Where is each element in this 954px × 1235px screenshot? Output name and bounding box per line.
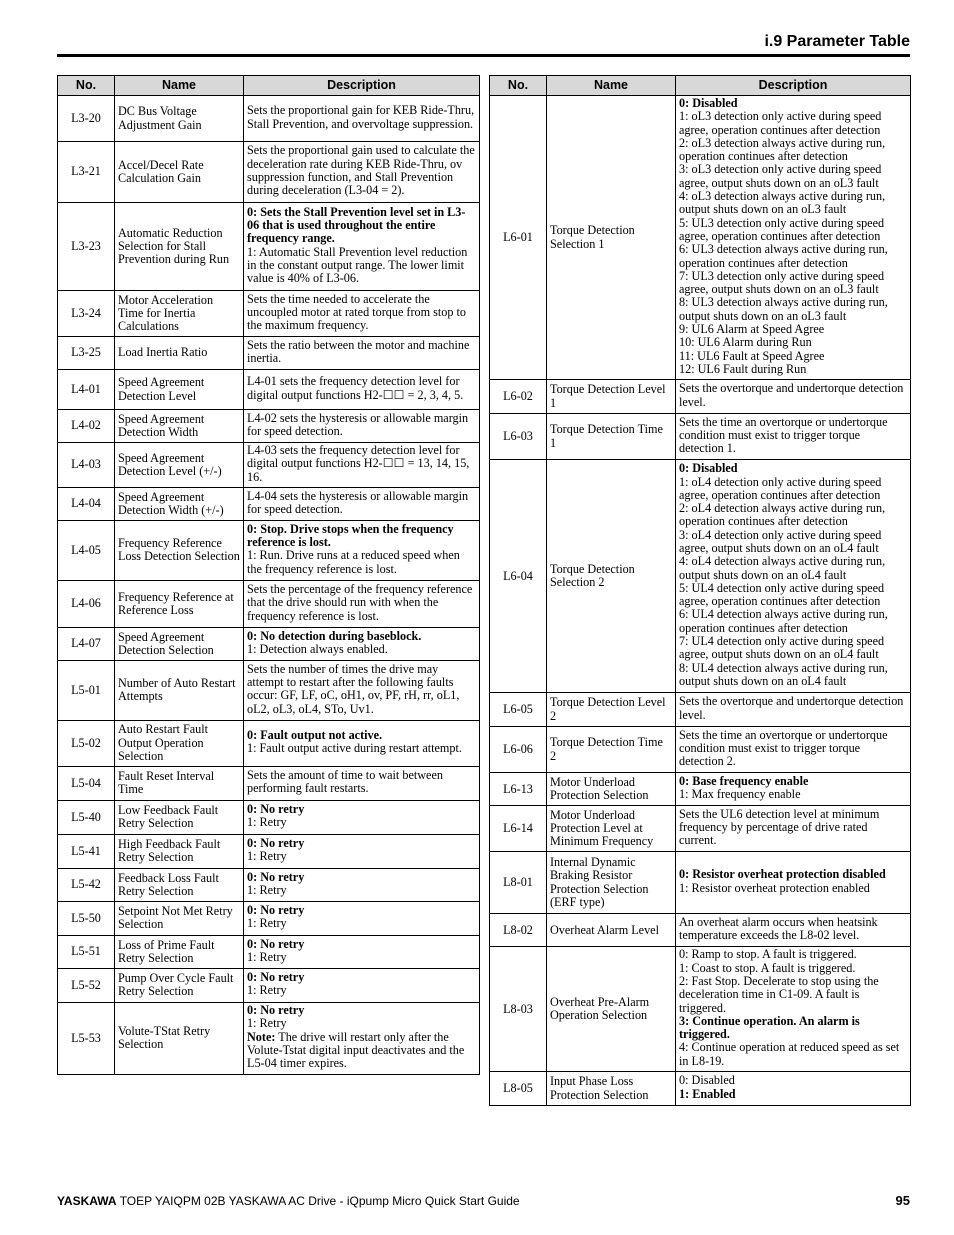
- parameter-name: Torque Detection Level 2: [547, 693, 676, 727]
- description-line: 0: Disabled: [679, 461, 738, 476]
- parameter-description: [676, 414, 911, 460]
- parameter-number: L6-01: [490, 96, 547, 380]
- description-line-group: [247, 246, 476, 286]
- parameter-name: Setpoint Not Met Retry Selection: [115, 901, 244, 935]
- parameter-number: L6-05: [490, 693, 547, 727]
- description-line-group: [247, 663, 476, 716]
- description-line-group: [679, 582, 907, 609]
- parameter-description: [244, 935, 480, 968]
- table-row: [490, 727, 911, 773]
- description-line-group: [679, 868, 907, 881]
- description-line-group: [247, 904, 476, 917]
- description-line: Sets the time needed to accelerate the uncoupled motor at rated torque from stop to the maximum frequency.: [247, 291, 466, 333]
- parameter-name: Accel/Decel Rate Calculation Gain: [115, 142, 244, 203]
- parameter-description: [676, 914, 911, 947]
- parameter-description: [244, 627, 480, 660]
- parameter-description: [676, 380, 911, 414]
- parameter-description: [244, 370, 480, 410]
- table-row: [490, 773, 911, 806]
- description-line: 1: Max frequency enable: [679, 787, 801, 802]
- parameter-number: L5-42: [58, 868, 115, 901]
- parameter-name: DC Bus Voltage Adjustment Gain: [115, 96, 244, 142]
- parameter-description: [244, 968, 480, 1002]
- description-line: Sets the time an overtorque or undertorque condition must exist to trigger torque detection 1.: [679, 414, 888, 456]
- description-line: 0: No retry: [247, 836, 305, 851]
- table-row: [58, 834, 480, 868]
- column-header-description: Description: [676, 76, 911, 96]
- description-line-group: [679, 190, 907, 217]
- parameter-description: [244, 520, 480, 580]
- description-line: 0: Fault output not active.: [247, 728, 383, 743]
- description-line-group: [679, 729, 907, 769]
- description-line: 3: oL3 detection only active during speed agree, output shuts down on an oL3 fault: [679, 162, 882, 190]
- parameter-description: [244, 337, 480, 370]
- parameter-description: [676, 947, 911, 1072]
- page-number: 95: [895, 1193, 910, 1208]
- parameter-description: [244, 291, 480, 337]
- description-line: 1: Retry: [247, 1016, 287, 1031]
- parameter-name: Torque Detection Time 2: [547, 727, 676, 773]
- description-line: 0: No retry: [247, 869, 305, 884]
- table-row: [58, 203, 480, 291]
- description-line: 1: Retry: [247, 949, 287, 964]
- description-line-group: [247, 339, 476, 366]
- description-line-group: [247, 1031, 476, 1071]
- description-line: Sets the time an overtorque or undertorque condition must exist to trigger torque detection 2.: [679, 727, 888, 769]
- description-line-group: [679, 788, 907, 801]
- description-line: 0: No retry: [247, 903, 305, 918]
- parameter-name: Frequency Reference Loss Detection Selection: [115, 520, 244, 580]
- table-row: [58, 580, 480, 627]
- description-line-group: [679, 975, 907, 1015]
- description-line: 0: No detection during baseblock.: [247, 628, 422, 643]
- parameter-number: L4-05: [58, 520, 115, 580]
- description-line-group: [679, 529, 907, 556]
- description-line-group: [679, 137, 907, 164]
- description-line-group: [247, 523, 476, 550]
- description-line: 0: No retry: [247, 970, 305, 985]
- description-line-group: [247, 412, 476, 439]
- description-line-group: [679, 323, 907, 336]
- parameter-name: Volute-TStat Retry Selection: [115, 1002, 244, 1074]
- description-line: Sets the overtorque and undertorque detection level.: [679, 381, 904, 409]
- description-line-group: [679, 1041, 907, 1068]
- parameter-description: [244, 800, 480, 834]
- table-header-row: [490, 76, 911, 96]
- parameter-description: [676, 96, 911, 380]
- parameter-name: Torque Detection Time 1: [547, 414, 676, 460]
- parameter-name: Internal Dynamic Braking Resistor Protection Selection (ERF type): [547, 852, 676, 914]
- parameter-description: [244, 443, 480, 488]
- description-line: 7: UL3 detection only active during speed agree, output shuts down on an oL3 fault: [679, 268, 885, 297]
- parameter-number: L6-03: [490, 414, 547, 460]
- table-row: [58, 96, 480, 142]
- parameter-description: [244, 1002, 480, 1074]
- description-line-group: [679, 775, 907, 788]
- parameter-name: Speed Agreement Detection Width: [115, 410, 244, 443]
- description-line: 1: Retry: [247, 916, 287, 931]
- description-line-group: [679, 916, 907, 943]
- parameter-description: [244, 203, 480, 291]
- description-line-group: [679, 382, 907, 409]
- parameter-number: L3-24: [58, 291, 115, 337]
- description-line: Sets the proportional gain for KEB Ride-Thru, Stall Prevention, and overvoltage suppression.: [247, 103, 475, 131]
- parameter-number: L3-25: [58, 337, 115, 370]
- description-line: 9: UL6 Alarm at Speed Agree: [679, 322, 825, 337]
- parameter-name: Pump Over Cycle Fault Retry Selection: [115, 968, 244, 1002]
- description-line: 1: oL4 detection only active during speed agree, operation continues after detection: [679, 474, 882, 502]
- parameter-number: L5-52: [58, 968, 115, 1002]
- parameter-name: Speed Agreement Detection Selection: [115, 627, 244, 660]
- description-line-group: [247, 490, 476, 517]
- description-line: 1: Retry: [247, 849, 287, 864]
- parameter-number: L6-13: [490, 773, 547, 806]
- parameter-description: [676, 773, 911, 806]
- footer-doc-title: TOEP YAIQPM 02B YASKAWA AC Drive - iQpump Micro Quick Start Guide: [116, 1194, 520, 1208]
- parameter-number: L5-02: [58, 720, 115, 766]
- parameter-number: L3-20: [58, 96, 115, 142]
- table-row: [58, 410, 480, 443]
- description-line: 0: Stop. Drive stops when the frequency reference is lost.: [247, 521, 454, 550]
- description-line: 0: Base frequency enable: [679, 773, 809, 788]
- parameter-description: [244, 142, 480, 203]
- parameter-number: L6-02: [490, 380, 547, 414]
- description-line-group: [679, 476, 907, 503]
- description-line-group: [679, 1015, 907, 1042]
- description-line: 1: Retry: [247, 815, 287, 830]
- description-line: 1: Retry: [247, 882, 287, 897]
- parameter-description: [676, 460, 911, 693]
- description-line-group: [679, 808, 907, 848]
- parameter-name: Motor Acceleration Time for Inertia Calculations: [115, 291, 244, 337]
- description-line-group: [247, 917, 476, 930]
- parameter-description: [244, 410, 480, 443]
- parameter-description: [244, 901, 480, 935]
- description-line: 8: UL4 detection always active during run, output shuts down on an oL4 fault: [679, 660, 888, 688]
- description-line-group: [679, 662, 907, 689]
- description-line-group: [247, 1017, 476, 1030]
- description-line-group: [679, 270, 907, 297]
- description-line-group: [247, 293, 476, 333]
- table-row: [58, 935, 480, 968]
- parameter-name: Overheat Alarm Level: [547, 914, 676, 947]
- description-line-group: [247, 742, 476, 755]
- parameter-table-right: [489, 75, 911, 1106]
- table-row: [58, 370, 480, 410]
- table-row: [58, 627, 480, 660]
- description-line: Sets the amount of time to wait between performing fault restarts.: [247, 768, 443, 796]
- description-line: Sets the proportional gain used to calculate the deceleration rate during KEB Ride-Thru, ov suppression function, and Stall Prevention during deceleration (L3-04 = 2).: [247, 143, 475, 198]
- description-line-group: [247, 549, 476, 576]
- description-line-group: [679, 296, 907, 323]
- parameter-name: Speed Agreement Detection Width (+/-): [115, 487, 244, 520]
- description-line-group: [679, 243, 907, 270]
- description-line: Sets the percentage of the frequency reference that the drive should run with when the frequency reference is lost.: [247, 581, 473, 623]
- description-line: 4: Continue operation at reduced speed as set in L8-19.: [679, 1040, 900, 1068]
- parameter-number: L4-03: [58, 443, 115, 488]
- description-line: L4-03 sets the frequency detection level for digital output functions H2-☐☐ = 13, 14, 15, 16.: [247, 443, 470, 484]
- description-line-group: [679, 502, 907, 529]
- description-line-group: [247, 144, 476, 197]
- description-line-group: [247, 837, 476, 850]
- parameter-description: [244, 868, 480, 901]
- description-line: 0: No retry: [247, 1003, 305, 1018]
- description-line-group: [679, 163, 907, 190]
- description-line-group: [247, 769, 476, 796]
- description-line-group: [679, 948, 907, 961]
- description-line-group: [247, 1004, 476, 1017]
- description-line: 1: Retry: [247, 983, 287, 998]
- parameter-number: L4-07: [58, 627, 115, 660]
- description-line-group: [679, 350, 907, 363]
- parameter-name: Feedback Loss Fault Retry Selection: [115, 868, 244, 901]
- parameter-description: [244, 766, 480, 800]
- description-line: 0: Sets the Stall Prevention level set in L3-06 that is used throughout the entire frequency range.: [247, 204, 466, 246]
- description-line-group: [247, 583, 476, 623]
- description-line: 0: Disabled: [679, 1073, 735, 1088]
- table-row: [490, 852, 911, 914]
- description-line-group: [247, 971, 476, 984]
- parameter-name: Motor Underload Protection Level at Minimum Frequency: [547, 806, 676, 852]
- table-header-row: [58, 76, 480, 96]
- description-line-group: [247, 871, 476, 884]
- parameter-number: L6-14: [490, 806, 547, 852]
- parameter-name: Frequency Reference at Reference Loss: [115, 580, 244, 627]
- parameter-name: Torque Detection Level 1: [547, 380, 676, 414]
- table-row: [58, 487, 480, 520]
- description-line: 3: Continue operation. An alarm is triggered.: [679, 1013, 860, 1042]
- description-line-group: [247, 803, 476, 816]
- description-line: 2: Fast Stop. Decelerate to stop using the deceleration time in C1-09. A fault is triggered.: [679, 973, 879, 1015]
- parameter-description: [676, 727, 911, 773]
- table-row: [490, 947, 911, 1072]
- description-line: 3: oL4 detection only active during speed agree, output shuts down on an oL4 fault: [679, 527, 882, 555]
- parameter-name: Speed Agreement Detection Level (+/-): [115, 443, 244, 488]
- description-line: The drive will restart only after the Volute-Tstat digital input deactivates and the L5-04 timer expires.: [247, 1029, 465, 1071]
- parameter-description: [676, 806, 911, 852]
- description-line-group: [247, 850, 476, 863]
- table-row: [58, 142, 480, 203]
- parameter-name: Load Inertia Ratio: [115, 337, 244, 370]
- description-line: 6: UL3 detection always active during run, operation continues after detection: [679, 242, 888, 270]
- description-line-group: [679, 110, 907, 137]
- description-line-group: [247, 643, 476, 656]
- description-line-group: [247, 630, 476, 643]
- description-line: 0: No retry: [247, 936, 305, 951]
- description-line-group: [679, 336, 907, 349]
- parameter-number: L8-03: [490, 947, 547, 1072]
- description-line: 0: Resistor overheat protection disabled: [679, 867, 886, 882]
- description-line-group: [679, 217, 907, 244]
- parameter-name: Auto Restart Fault Output Operation Selection: [115, 720, 244, 766]
- description-line-group: [247, 884, 476, 897]
- parameter-number: L5-01: [58, 660, 115, 720]
- table-row: [490, 414, 911, 460]
- description-line: Sets the number of times the drive may attempt to restart after the following faults occur: GF, LF, oC, oH1, ov, PF, rH, rr, oL1, oL2, oL3, oL4, STo, Uv1.: [247, 661, 460, 716]
- description-line-group: [679, 97, 907, 110]
- description-line-group: [247, 104, 476, 131]
- description-line-group: [679, 462, 907, 475]
- description-line-group: [247, 938, 476, 951]
- parameter-number: L5-53: [58, 1002, 115, 1074]
- description-line: L4-04 sets the hysteresis or allowable margin for speed detection.: [247, 488, 469, 516]
- table-row: [58, 901, 480, 935]
- description-line: An overheat alarm occurs when heatsink temperature exceeds the L8-02 level.: [679, 914, 878, 943]
- parameter-number: L8-05: [490, 1072, 547, 1106]
- description-line: 1: Detection always enabled.: [247, 641, 388, 656]
- parameter-number: L6-04: [490, 460, 547, 693]
- description-line: Sets the ratio between the motor and machine inertia.: [247, 337, 470, 365]
- description-line-group: [679, 1088, 907, 1101]
- parameter-description: [676, 693, 911, 727]
- section-title: i.9 Parameter Table: [764, 33, 910, 50]
- table-row: [58, 520, 480, 580]
- parameter-number: L4-01: [58, 370, 115, 410]
- parameter-name: Input Phase Loss Protection Selection: [547, 1072, 676, 1106]
- table-row: [58, 1002, 480, 1074]
- description-line: 1: Coast to stop. A fault is triggered.: [679, 960, 856, 975]
- table-row: [490, 693, 911, 727]
- description-line-group: [679, 555, 907, 582]
- description-line: Sets the UL6 detection level at minimum frequency by percentage of drive rated current.: [679, 806, 880, 848]
- parameter-name: Loss of Prime Fault Retry Selection: [115, 935, 244, 968]
- table-row: [58, 720, 480, 766]
- table-row: [58, 968, 480, 1002]
- parameter-name: Torque Detection Selection 2: [547, 460, 676, 693]
- parameter-number: L6-06: [490, 727, 547, 773]
- parameter-description: [244, 660, 480, 720]
- description-line: 1: Run. Drive runs at a reduced speed when the frequency reference is lost.: [247, 548, 460, 576]
- description-line-group: [247, 729, 476, 742]
- description-line: 8: UL3 detection always active during run, output shuts down on an oL3 fault: [679, 295, 888, 323]
- description-line: 5: UL3 detection only active during speed agree, operation continues after detection: [679, 215, 885, 243]
- table-row: [58, 291, 480, 337]
- description-line-group: [679, 1074, 907, 1087]
- parameter-name: High Feedback Fault Retry Selection: [115, 834, 244, 868]
- description-line-group: [247, 444, 476, 484]
- parameter-name: Overheat Pre-Alarm Operation Selection: [547, 947, 676, 1072]
- description-line: 10: UL6 Alarm during Run: [679, 335, 812, 350]
- description-line-group: [247, 375, 476, 402]
- table-row: [490, 914, 911, 947]
- description-line: 1: Resistor overheat protection enabled: [679, 880, 870, 895]
- column-header-name: Name: [115, 76, 244, 96]
- description-line: 0: No retry: [247, 802, 305, 817]
- description-line-group: [679, 416, 907, 456]
- parameter-name: Low Feedback Fault Retry Selection: [115, 800, 244, 834]
- parameter-number: L5-04: [58, 766, 115, 800]
- parameter-description: [244, 834, 480, 868]
- parameter-number: L3-21: [58, 142, 115, 203]
- parameter-name: Fault Reset Interval Time: [115, 766, 244, 800]
- table-row: [490, 806, 911, 852]
- table-row: [490, 96, 911, 380]
- footer-document-info: [57, 1194, 520, 1208]
- table-row: [490, 460, 911, 693]
- description-line: Note:: [247, 1029, 276, 1044]
- description-line: 2: oL4 detection always active during run, operation continues after detection: [679, 501, 886, 529]
- description-line: 1: Automatic Stall Prevention level reduction in the constant output range. The lower limit value is 40% of L3-06.: [247, 244, 468, 286]
- description-line: 4: oL3 detection always active during run, output shuts down on an oL3 fault: [679, 189, 886, 217]
- description-line-group: [679, 962, 907, 975]
- description-line-group: [679, 882, 907, 895]
- parameter-table-left: [57, 75, 480, 1075]
- description-line-group: [247, 816, 476, 829]
- parameter-number: L5-50: [58, 901, 115, 935]
- description-line: 6: UL4 detection always active during run, operation continues after detection: [679, 607, 888, 635]
- description-line: 1: oL3 detection only active during speed agree, operation continues after detection: [679, 109, 882, 137]
- description-line: 12: UL6 Fault during Run: [679, 361, 807, 376]
- parameter-name: Automatic Reduction Selection for Stall Prevention during Run: [115, 203, 244, 291]
- description-line: 0: Ramp to stop. A fault is triggered.: [679, 947, 857, 962]
- description-line: 1: Fault output active during restart attempt.: [247, 741, 462, 756]
- table-row: [58, 868, 480, 901]
- description-line: 7: UL4 detection only active during speed agree, output shuts down on an oL4 fault: [679, 634, 885, 662]
- parameter-number: L4-04: [58, 487, 115, 520]
- description-line-group: [679, 363, 907, 376]
- parameter-description: [676, 852, 911, 914]
- description-line: 2: oL3 detection always active during run, operation continues after detection: [679, 135, 886, 164]
- header-rule: [57, 54, 910, 57]
- description-line: L4-02 sets the hysteresis or allowable margin for speed detection.: [247, 410, 469, 438]
- parameter-name: Number of Auto Restart Attempts: [115, 660, 244, 720]
- description-line: 5: UL4 detection only active during speed agree, operation continues after detection: [679, 580, 885, 609]
- table-row: [58, 443, 480, 488]
- parameter-number: L3-23: [58, 203, 115, 291]
- description-line-group: [247, 206, 476, 246]
- column-header-no: No.: [490, 76, 547, 96]
- table-row: [58, 800, 480, 834]
- column-header-name: Name: [547, 76, 676, 96]
- table-row: [490, 1072, 911, 1106]
- footer-brand: YASKAWA: [57, 1194, 117, 1208]
- table-row: [58, 660, 480, 720]
- table-row: [58, 766, 480, 800]
- description-line: 0: Disabled: [679, 96, 738, 110]
- description-line: Sets the overtorque and undertorque detection level.: [679, 694, 904, 722]
- description-line-group: [679, 635, 907, 662]
- table-row: [490, 380, 911, 414]
- parameter-number: L4-06: [58, 580, 115, 627]
- parameter-number: L4-02: [58, 410, 115, 443]
- parameter-number: L5-40: [58, 800, 115, 834]
- description-line: L4-01 sets the frequency detection level for digital output functions H2-☐☐ = 2, 3, 4, 5.: [247, 374, 464, 402]
- parameter-description: [244, 96, 480, 142]
- parameter-number: L5-51: [58, 935, 115, 968]
- description-line: 11: UL6 Fault at Speed Agree: [679, 348, 825, 363]
- parameter-number: L5-41: [58, 834, 115, 868]
- parameter-description: [676, 1072, 911, 1106]
- description-line-group: [679, 608, 907, 635]
- column-header-no: No.: [58, 76, 115, 96]
- parameter-description: [244, 720, 480, 766]
- column-header-description: Description: [244, 76, 480, 96]
- parameter-name: Torque Detection Selection 1: [547, 96, 676, 380]
- description-line: 4: oL4 detection always active during run, output shuts down on an oL4 fault: [679, 554, 886, 582]
- description-line-group: [679, 695, 907, 722]
- parameter-name: Speed Agreement Detection Level: [115, 370, 244, 410]
- parameter-number: L8-01: [490, 852, 547, 914]
- description-line-group: [247, 951, 476, 964]
- parameter-name: Motor Underload Protection Selection: [547, 773, 676, 806]
- description-line-group: [247, 984, 476, 997]
- description-line: 1: Enabled: [679, 1086, 736, 1101]
- parameter-description: [244, 487, 480, 520]
- parameter-number: L8-02: [490, 914, 547, 947]
- table-row: [58, 337, 480, 370]
- parameter-description: [244, 580, 480, 627]
